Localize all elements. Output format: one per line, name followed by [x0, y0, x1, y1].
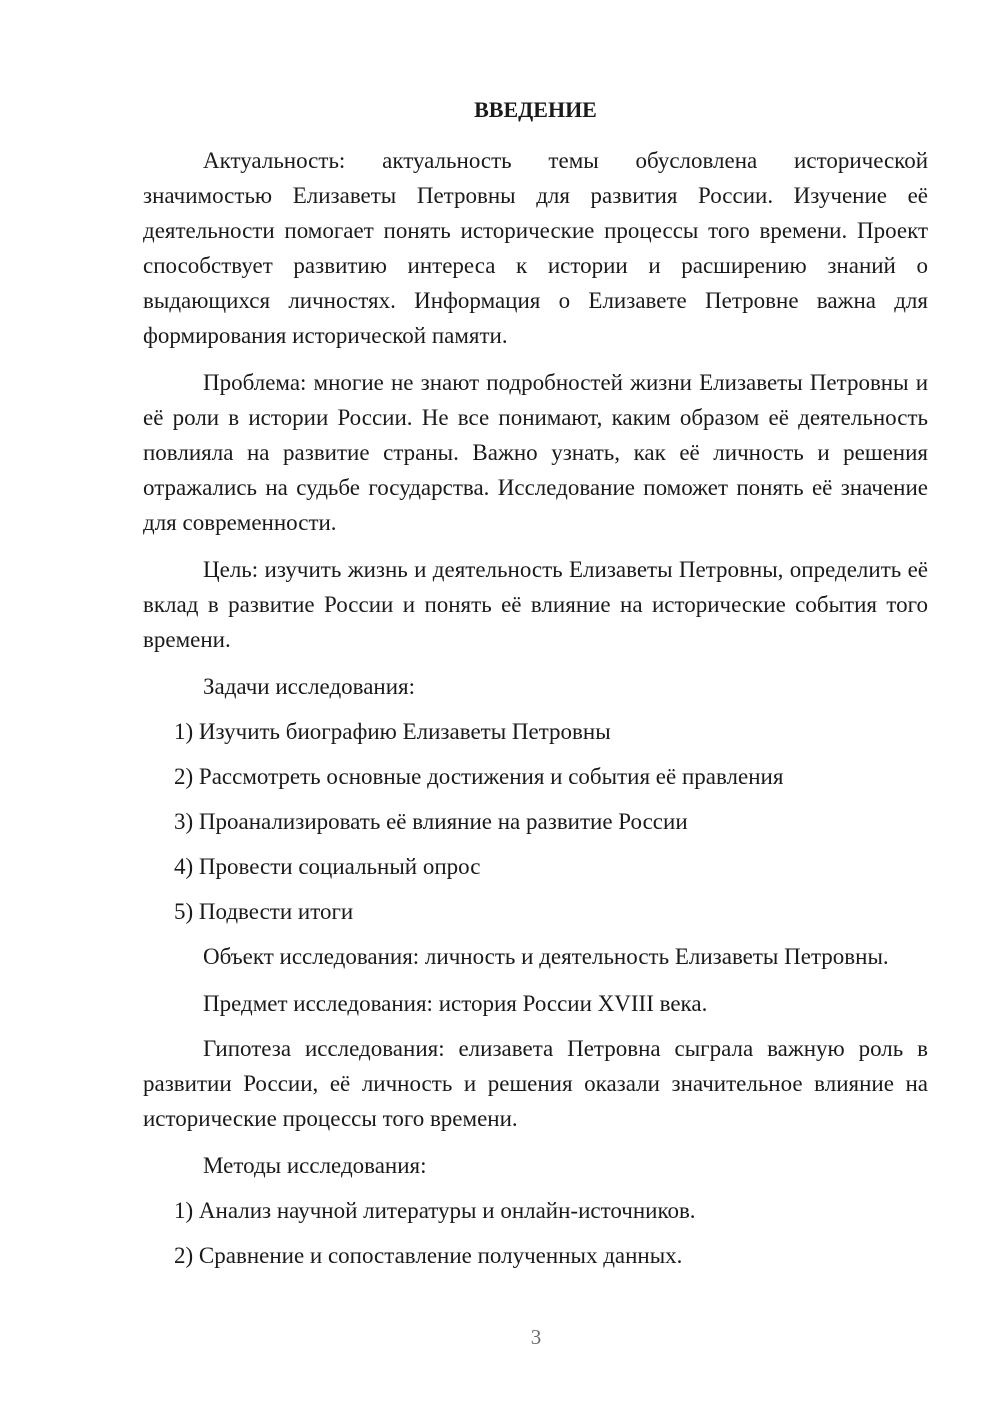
list-item: 4) Провести социальный опрос — [174, 854, 481, 879]
section-heading: ВВЕДЕНИЕ — [474, 97, 597, 122]
methods-list — [143, 1193, 928, 1273]
problem-paragraph: Проблема: многие не знают подробностей жизни Елизаветы Петровны и её роли в истории России. Не все понимают, каким образом её деятельность повлияла на развитие страны. Важно узнать, как её личность и решения отражались на судьбе государства. Исследование поможет понять её значение для современности. — [143, 370, 928, 535]
tasks-label: Задачи исследования: — [203, 674, 416, 699]
goal-paragraph: Цель: изучить жизнь и деятельность Елизаветы Петровны, определить её вклад в развитие России и понять её влияние на исторические события того времени. — [143, 557, 928, 652]
page-body — [143, 92, 928, 1283]
subject-paragraph: Предмет исследования: история России XVIII века. — [203, 991, 708, 1016]
page-number: 3 — [530, 1325, 542, 1349]
list-item: 2) Сравнение и сопоставление полученных данных. — [174, 1243, 683, 1268]
relevance-paragraph: Актуальность: актуальность темы обусловлена исторической значимостью Елизаветы Петровны для развития России. Изучение её деятельности помогает понять исторические процессы того времени. Проект способствует развитию интереса к истории и расширению знаний о выдающихся личностях. Информация о Елизавете Петровне важна для формирования исторической памяти. — [143, 148, 928, 348]
object-paragraph: Объект исследования: личность и деятельность Елизаветы Петровны. — [203, 944, 889, 969]
list-item: 1) Анализ научной литературы и онлайн-источников. — [174, 1198, 696, 1223]
list-item: 2) Рассмотреть основные достижения и события её правления — [174, 764, 784, 789]
list-item: 3) Проанализировать её влияние на развитие России — [174, 809, 688, 834]
tasks-list — [143, 714, 928, 929]
list-item: 1) Изучить биографию Елизаветы Петровны — [174, 719, 611, 744]
methods-label: Методы исследования: — [203, 1153, 427, 1178]
list-item: 5) Подвести итоги — [174, 899, 354, 924]
hypothesis-paragraph: Гипотеза исследования: елизавета Петровна сыграла важную роль в развитии России, её личность и решения оказали значительное влияние на исторические процессы того времени. — [143, 1036, 928, 1131]
